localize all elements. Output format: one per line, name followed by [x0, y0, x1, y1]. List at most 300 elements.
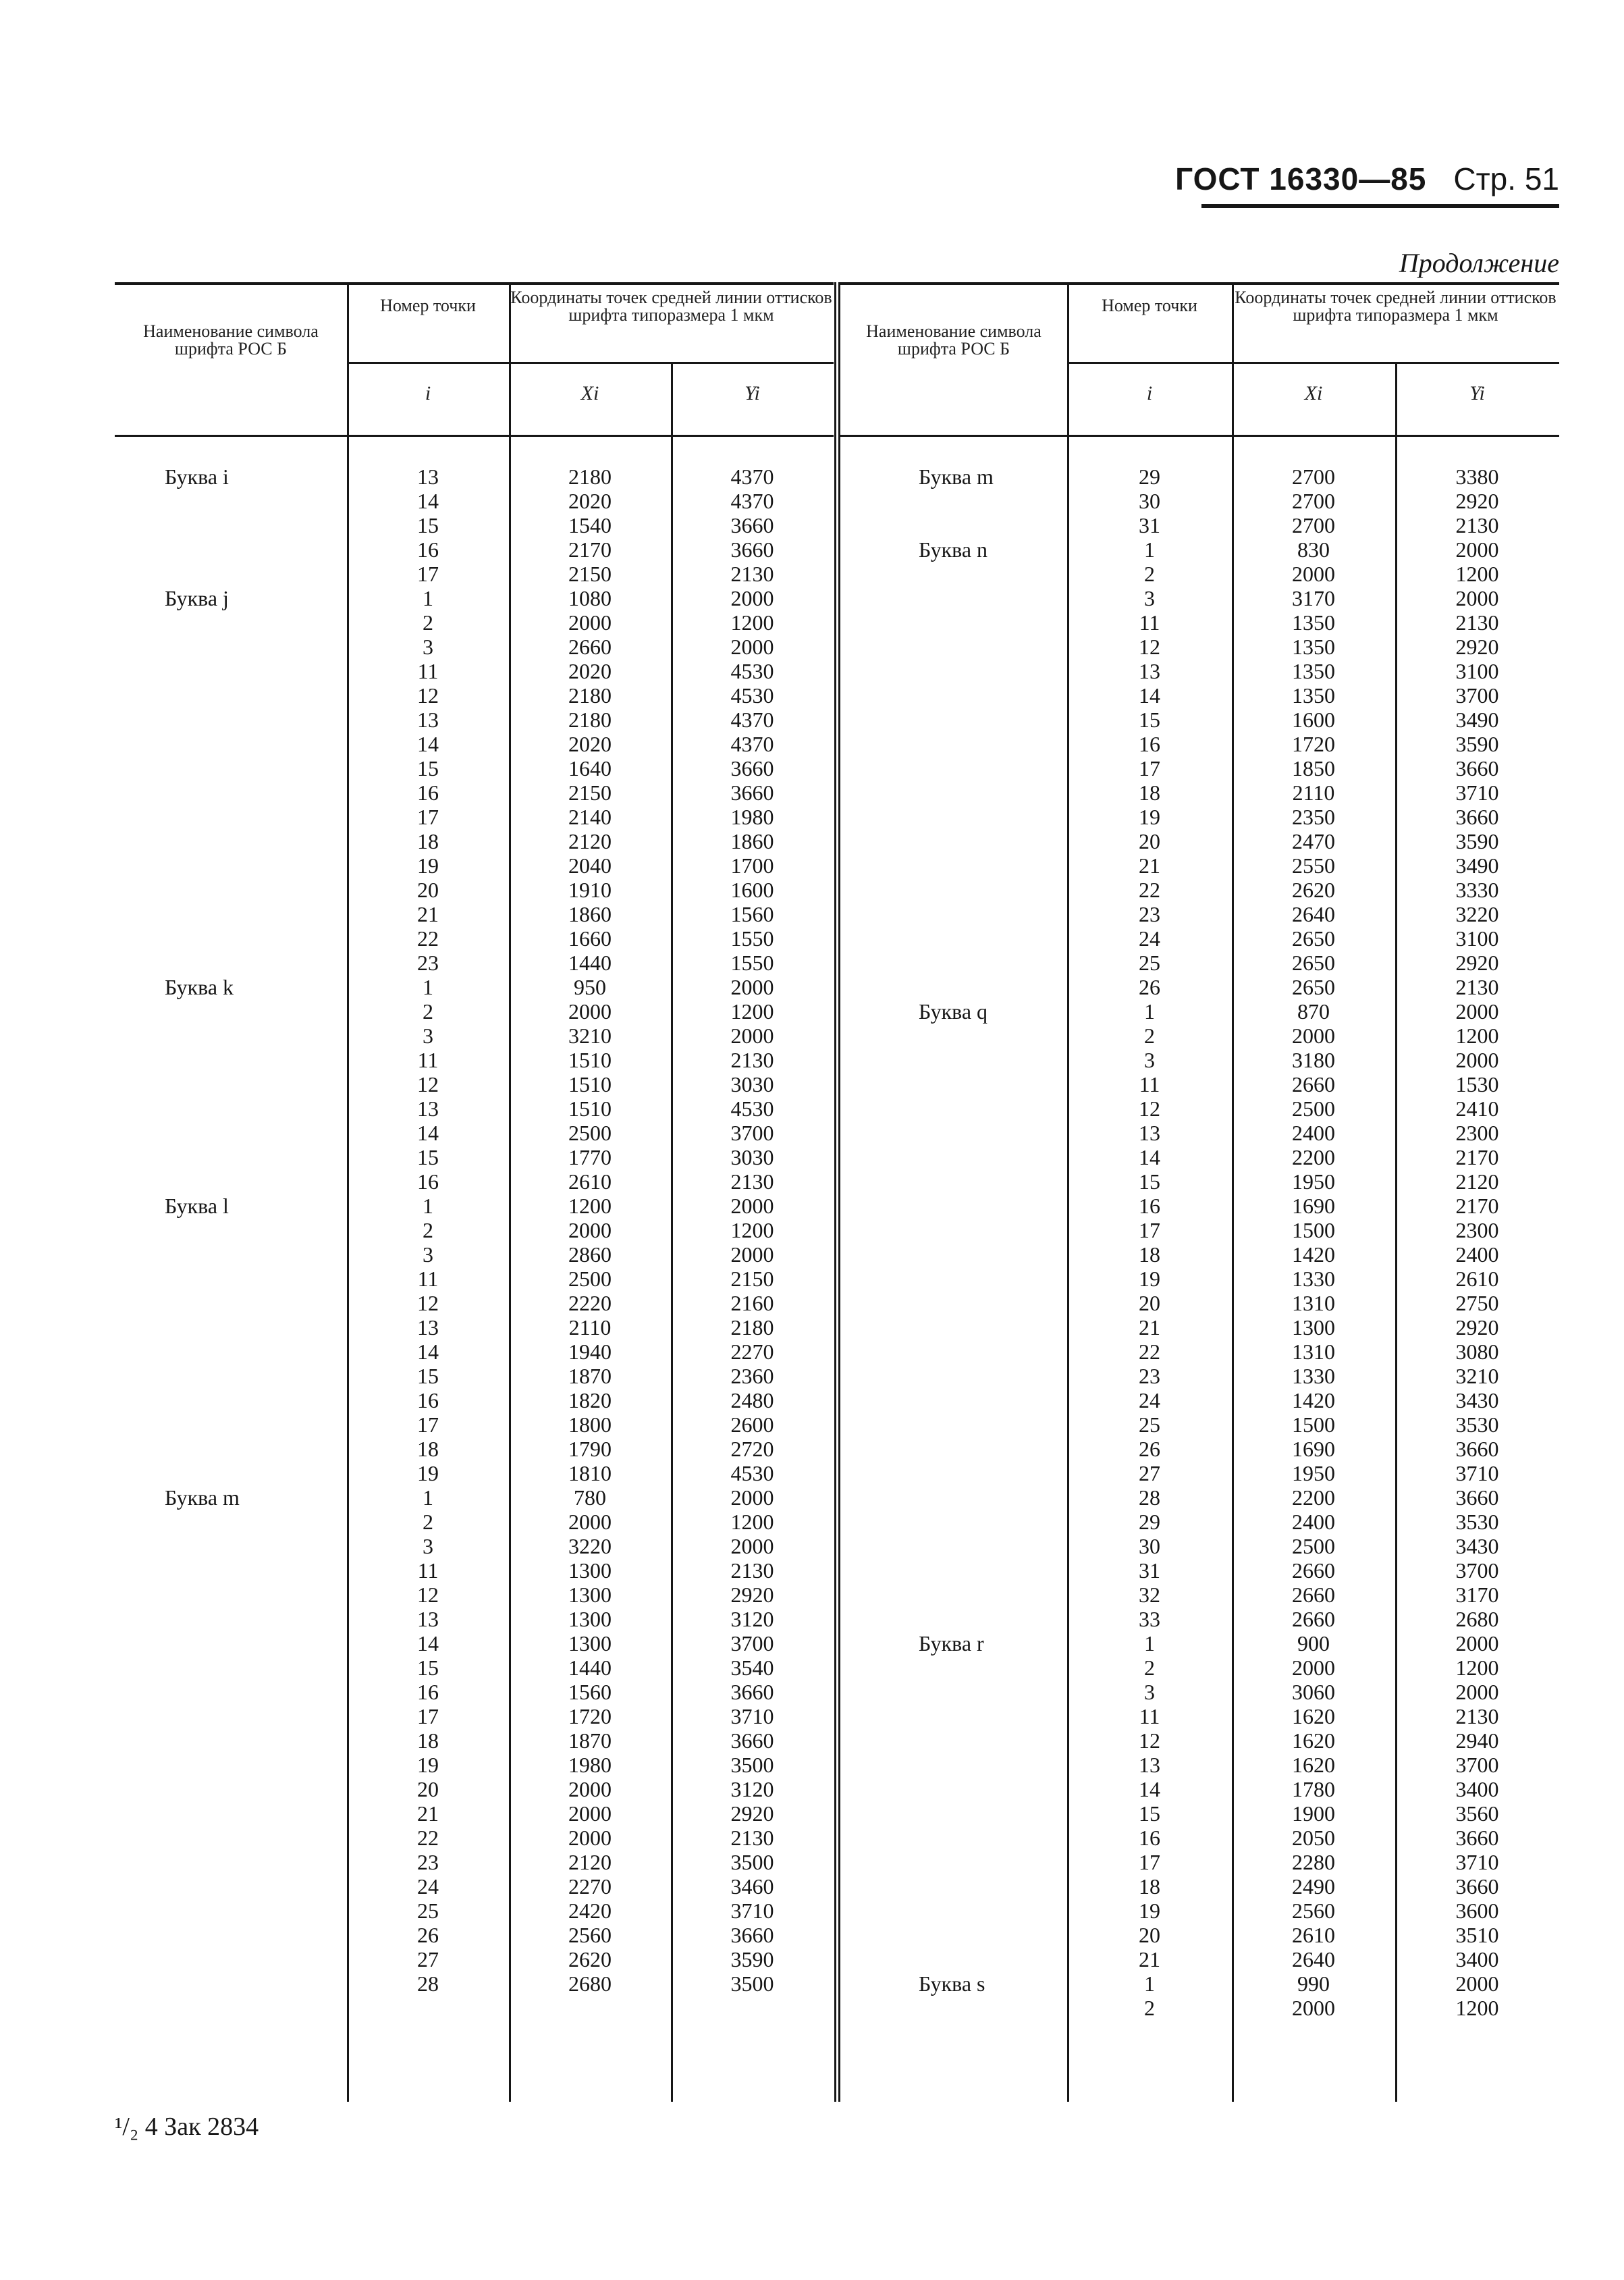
- page-header: [1175, 161, 1559, 197]
- y-coordinate-cell: 1200: [1455, 562, 1499, 586]
- table-row: [347, 465, 834, 489]
- x-coordinate-cell: 2660: [568, 635, 612, 659]
- table-row: [347, 1340, 834, 1364]
- x-coordinate-cell: 2180: [568, 708, 612, 732]
- y-coordinate-cell: 2000: [730, 1534, 774, 1558]
- y-coordinate-cell: 3380: [1455, 465, 1499, 489]
- point-number-cell: 1: [423, 975, 433, 999]
- table-row: [347, 1947, 834, 1971]
- x-coordinate-cell: 1800: [568, 1412, 612, 1437]
- symbol-name-spacer: [165, 1753, 347, 1777]
- x-coordinate-cell: 1440: [568, 1655, 612, 1680]
- table-row: [1067, 829, 1559, 853]
- point-number-cell: 17: [417, 805, 439, 829]
- table-row: [1067, 1218, 1559, 1242]
- y-coordinate-cell: 3660: [730, 1728, 774, 1753]
- symbol-name-spacer: [165, 1340, 347, 1364]
- point-number-cell: 16: [417, 1680, 439, 1704]
- symbol-name-spacer: [919, 708, 1067, 732]
- point-number-cell: 3: [423, 1024, 433, 1048]
- x-coordinate-cell: 2180: [568, 465, 612, 489]
- table-row: [1067, 683, 1559, 708]
- y-coordinate-cell: 2180: [730, 1315, 774, 1340]
- y-coordinate-cell: 2270: [730, 1340, 774, 1364]
- symbol-name-spacer: [165, 1315, 347, 1340]
- symbol-name-spacer: [165, 1655, 347, 1680]
- y-coordinate-cell: 1200: [1455, 1996, 1499, 2020]
- symbol-name: Буква l: [165, 1194, 229, 1218]
- symbol-name-spacer: [165, 1267, 347, 1291]
- y-coordinate-cell: 3660: [1455, 1437, 1499, 1461]
- y-coordinate-cell: 2130: [730, 1558, 774, 1583]
- table-row: [347, 1461, 834, 1485]
- y-coordinate-cell: 1700: [730, 853, 774, 878]
- symbol-name-spacer: [919, 805, 1067, 829]
- x-coordinate-cell: 870: [1297, 999, 1330, 1024]
- y-coordinate-cell: 3660: [1455, 1874, 1499, 1899]
- y-coordinate-cell: 2000: [1455, 1680, 1499, 1704]
- symbol-name-spacer: [919, 1096, 1067, 1121]
- symbol-name-spacer: [919, 756, 1067, 780]
- table-row: [347, 1048, 834, 1072]
- table-row: [347, 756, 834, 780]
- table-row: [1067, 1777, 1559, 1801]
- y-coordinate-cell: 2130: [730, 1048, 774, 1072]
- point-number-cell: 20: [1139, 829, 1160, 853]
- y-coordinate-cell: 3170: [1455, 1583, 1499, 1607]
- x-coordinate-cell: 2000: [1292, 562, 1335, 586]
- x-coordinate-cell: 1540: [568, 513, 612, 537]
- table-row: [1067, 951, 1559, 975]
- x-coordinate-cell: 2640: [1292, 902, 1335, 926]
- symbol-name-spacer: [165, 659, 347, 683]
- point-number-cell: 24: [1139, 1388, 1160, 1412]
- table-row: [1067, 1899, 1559, 1923]
- symbol-name-spacer: [919, 1072, 1067, 1096]
- x-coordinate-cell: 1770: [568, 1145, 612, 1169]
- y-coordinate-cell: 2360: [730, 1364, 774, 1388]
- x-coordinate-cell: 2200: [1292, 1145, 1335, 1169]
- y-coordinate-cell: 3100: [1455, 659, 1499, 683]
- table-row: [1067, 1437, 1559, 1461]
- symbol-name: Буква i: [165, 465, 229, 489]
- x-coordinate-cell: 2660: [1292, 1607, 1335, 1631]
- y-coordinate-cell: 4530: [730, 683, 774, 708]
- symbol-name-spacer: [919, 513, 1067, 537]
- y-coordinate-cell: 1200: [1455, 1655, 1499, 1680]
- table-row: [347, 1680, 834, 1704]
- table-row: [347, 878, 834, 902]
- table-row: [1067, 780, 1559, 805]
- point-number-cell: 16: [1139, 1826, 1160, 1850]
- symbol-name-spacer: [919, 562, 1067, 586]
- symbol-name-spacer: [919, 902, 1067, 926]
- y-coordinate-cell: 3220: [1455, 902, 1499, 926]
- symbol-name-spacer: [165, 1024, 347, 1048]
- symbol-name-spacer: [165, 1437, 347, 1461]
- symbol-name-spacer: [165, 1096, 347, 1121]
- point-number-cell: 23: [417, 951, 439, 975]
- table-row: [1067, 756, 1559, 780]
- point-number-cell: 11: [1139, 1072, 1160, 1096]
- x-coordinate-cell: 2150: [568, 562, 612, 586]
- table-row: [347, 1753, 834, 1777]
- point-number-cell: 16: [1139, 732, 1160, 756]
- x-coordinate-cell: 2400: [1292, 1510, 1335, 1534]
- table-row: [347, 1485, 834, 1510]
- y-coordinate-cell: 3400: [1455, 1777, 1499, 1801]
- table-row: [1067, 1704, 1559, 1728]
- symbol-name: Буква j: [165, 586, 229, 610]
- print-order-note: ¹/₂ 4 Зак 2834: [115, 2113, 259, 2141]
- point-number-cell: 13: [417, 1607, 439, 1631]
- symbol-name-spacer: [165, 951, 347, 975]
- table-row: [347, 1437, 834, 1461]
- point-number-cell: 12: [417, 1583, 439, 1607]
- x-coordinate-cell: 1620: [1292, 1728, 1335, 1753]
- table-row: [347, 683, 834, 708]
- symbol-name-spacer: [165, 513, 347, 537]
- point-number-cell: 25: [417, 1899, 439, 1923]
- point-number-cell: 19: [417, 1753, 439, 1777]
- table-row: [347, 1291, 834, 1315]
- x-coordinate-cell: 1350: [1292, 683, 1335, 708]
- x-coordinate-cell: 1330: [1292, 1267, 1335, 1291]
- table-row: [347, 853, 834, 878]
- symbol-name-spacer: [165, 562, 347, 586]
- x-coordinate-cell: 1080: [568, 586, 612, 610]
- point-number-cell: 1: [423, 1194, 433, 1218]
- y-coordinate-cell: 2000: [730, 586, 774, 610]
- symbol-name-spacer: [165, 635, 347, 659]
- symbol-name-spacer: [919, 1850, 1067, 1874]
- symbol-name-spacer: [165, 853, 347, 878]
- table-row: [347, 902, 834, 926]
- table-row: [347, 537, 834, 562]
- y-coordinate-cell: 1200: [730, 1510, 774, 1534]
- point-number-cell: 11: [417, 1048, 439, 1072]
- y-coordinate-cell: 2130: [730, 562, 774, 586]
- point-number-cell: 15: [417, 1364, 439, 1388]
- y-coordinate-cell: 2150: [730, 1267, 774, 1291]
- point-number-cell: 2: [423, 1218, 433, 1242]
- table-row: [1067, 1655, 1559, 1680]
- symbol-name-spacer: [165, 1801, 347, 1826]
- x-coordinate-cell: 2660: [1292, 1583, 1335, 1607]
- table-row: [1067, 1947, 1559, 1971]
- y-coordinate-cell: 3590: [730, 1947, 774, 1971]
- symbol-name-spacer: [919, 1340, 1067, 1364]
- point-number-cell: 19: [1139, 805, 1160, 829]
- table-row: [347, 1072, 834, 1096]
- y-coordinate-cell: 3660: [730, 756, 774, 780]
- point-number-cell: 12: [1139, 1728, 1160, 1753]
- header-subrule: [1232, 362, 1559, 364]
- y-coordinate-cell: 3660: [730, 1923, 774, 1947]
- y-coordinate-cell: 3210: [1455, 1364, 1499, 1388]
- table-row: [347, 1096, 834, 1121]
- point-number-cell: 13: [417, 465, 439, 489]
- table-row: [1067, 1874, 1559, 1899]
- point-number-cell: 12: [417, 1291, 439, 1315]
- coordinates-table: [115, 282, 1559, 2102]
- symbol-name-spacer: [165, 1826, 347, 1850]
- table-row: [347, 732, 834, 756]
- y-coordinate-cell: 2720: [730, 1437, 774, 1461]
- symbol-name-spacer: [165, 999, 347, 1024]
- table-row: [1067, 1096, 1559, 1121]
- point-number-cell: 21: [1139, 1315, 1160, 1340]
- y-coordinate-cell: 3120: [730, 1777, 774, 1801]
- y-coordinate-cell: 4370: [730, 732, 774, 756]
- point-number-cell: 19: [417, 853, 439, 878]
- point-number-cell: 27: [1139, 1461, 1160, 1485]
- x-coordinate-cell: 2170: [568, 537, 612, 562]
- y-coordinate-cell: 1200: [730, 999, 774, 1024]
- table-row: [1067, 1850, 1559, 1874]
- point-number-cell: 13: [1139, 1753, 1160, 1777]
- table-row: [347, 1267, 834, 1291]
- point-number-cell: 2: [423, 1510, 433, 1534]
- y-coordinate-cell: 3710: [1455, 780, 1499, 805]
- symbol-name-spacer: [919, 1534, 1067, 1558]
- point-number-cell: 13: [1139, 659, 1160, 683]
- standard-number: ГОСТ 16330—85: [1175, 161, 1427, 196]
- table-row: [1067, 635, 1559, 659]
- x-coordinate-cell: 2500: [568, 1267, 612, 1291]
- symbol-name-spacer: [919, 1364, 1067, 1388]
- point-number-cell: 2: [1144, 1655, 1155, 1680]
- symbol-name-spacer: [165, 1364, 347, 1388]
- symbol-name-spacer: [919, 683, 1067, 708]
- point-number-cell: 17: [417, 1412, 439, 1437]
- symbol-name-spacer: [919, 586, 1067, 610]
- table-row: [1067, 1169, 1559, 1194]
- x-coordinate-cell: 3170: [1292, 586, 1335, 610]
- point-number-cell: 26: [1139, 975, 1160, 999]
- symbol-name-spacer: [165, 1728, 347, 1753]
- table-row: [1067, 465, 1559, 489]
- symbol-name-spacer: [919, 1315, 1067, 1340]
- point-number-cell: 11: [1139, 610, 1160, 635]
- x-coordinate-cell: 2000: [568, 1510, 612, 1534]
- x-coordinate-cell: 2700: [1292, 489, 1335, 513]
- y-coordinate-cell: 2170: [1455, 1145, 1499, 1169]
- y-coordinate-cell: 1530: [1455, 1072, 1499, 1096]
- y-coordinate-cell: 2920: [730, 1583, 774, 1607]
- symbol-name-spacer: [919, 1048, 1067, 1072]
- symbol-name-spacer: [919, 1728, 1067, 1753]
- x-coordinate-cell: 900: [1297, 1631, 1330, 1655]
- symbol-name-spacer: [165, 1971, 347, 1996]
- symbol-name-spacer: [165, 1607, 347, 1631]
- point-number-cell: 12: [417, 683, 439, 708]
- y-coordinate-cell: 3700: [1455, 1753, 1499, 1777]
- y-coordinate-cell: 2920: [730, 1801, 774, 1826]
- table-row: [1067, 1194, 1559, 1218]
- x-coordinate-cell: 2180: [568, 683, 612, 708]
- y-coordinate-cell: 3710: [1455, 1461, 1499, 1485]
- point-number-cell: 22: [417, 926, 439, 951]
- symbol-name-spacer: [919, 926, 1067, 951]
- point-number-cell: 18: [417, 1437, 439, 1461]
- y-coordinate-cell: 3030: [730, 1072, 774, 1096]
- y-coordinate-cell: 3660: [730, 780, 774, 805]
- symbol-name-spacer: [165, 732, 347, 756]
- x-coordinate-cell: 2000: [568, 1801, 612, 1826]
- point-number-cell: 15: [1139, 1169, 1160, 1194]
- y-coordinate-cell: 2130: [1455, 975, 1499, 999]
- table-row: [1067, 1291, 1559, 1315]
- symbol-name-spacer: [919, 975, 1067, 999]
- symbol-name-spacer: [919, 1412, 1067, 1437]
- x-coordinate-cell: 1310: [1292, 1340, 1335, 1364]
- x-coordinate-cell: 1500: [1292, 1412, 1335, 1437]
- x-coordinate-cell: 2650: [1292, 951, 1335, 975]
- x-coordinate-cell: 1940: [568, 1340, 612, 1364]
- symbol-name-spacer: [165, 1558, 347, 1583]
- symbol-name-spacer: [165, 1631, 347, 1655]
- x-coordinate-cell: 2020: [568, 732, 612, 756]
- symbol-name-spacer: [919, 1801, 1067, 1826]
- y-coordinate-cell: 3500: [730, 1753, 774, 1777]
- symbol-name-spacer: [165, 1218, 347, 1242]
- point-number-cell: 30: [1139, 489, 1160, 513]
- x-coordinate-cell: 2140: [568, 805, 612, 829]
- y-coordinate-cell: 3590: [1455, 829, 1499, 853]
- x-coordinate-cell: 1790: [568, 1437, 612, 1461]
- y-coordinate-cell: 3490: [1455, 853, 1499, 878]
- table-row: [1067, 926, 1559, 951]
- symbol-name-spacer: [165, 1388, 347, 1412]
- table-row: [1067, 610, 1559, 635]
- y-coordinate-cell: 2300: [1455, 1218, 1499, 1242]
- y-coordinate-cell: 3560: [1455, 1801, 1499, 1826]
- symbol-name-spacer: [919, 1461, 1067, 1485]
- x-coordinate-cell: 1900: [1292, 1801, 1335, 1826]
- y-coordinate-cell: 2940: [1455, 1728, 1499, 1753]
- table-row: [1067, 975, 1559, 999]
- table-row: [347, 1412, 834, 1437]
- point-number-cell: 20: [1139, 1291, 1160, 1315]
- point-number-cell: 1: [1144, 1631, 1155, 1655]
- table-left-half: [115, 282, 834, 2102]
- y-coordinate-cell: 3510: [1455, 1923, 1499, 1947]
- x-coordinate-cell: 1330: [1292, 1364, 1335, 1388]
- point-number-cell: 11: [417, 1558, 439, 1583]
- symbol-name-spacer: [919, 1826, 1067, 1850]
- x-coordinate-cell: 1860: [568, 902, 612, 926]
- point-number-cell: 1: [423, 586, 433, 610]
- x-coordinate-cell: 2000: [568, 999, 612, 1024]
- x-coordinate-cell: 2560: [1292, 1899, 1335, 1923]
- point-number-cell: 31: [1139, 513, 1160, 537]
- x-coordinate-cell: 1660: [568, 926, 612, 951]
- point-number-cell: 15: [417, 513, 439, 537]
- x-coordinate-cell: 3210: [568, 1024, 612, 1048]
- table-row: [347, 708, 834, 732]
- point-number-cell: 15: [417, 1655, 439, 1680]
- symbol-name-spacer: [165, 1291, 347, 1315]
- point-number-cell: 2: [423, 610, 433, 635]
- point-number-cell: 29: [1139, 465, 1160, 489]
- symbol-name-spacer: [919, 610, 1067, 635]
- table-row: [1067, 732, 1559, 756]
- page-number: Стр. 51: [1453, 161, 1559, 196]
- x-coordinate-cell: 1560: [568, 1680, 612, 1704]
- table-row: [1067, 562, 1559, 586]
- point-number-cell: 1: [423, 1485, 433, 1510]
- y-coordinate-cell: 3660: [1455, 805, 1499, 829]
- symbol-name: Буква s: [919, 1971, 985, 1996]
- symbol-name-spacer: [919, 878, 1067, 902]
- symbol-name-column: [919, 465, 1067, 2020]
- table-right-half: [840, 282, 1559, 2102]
- y-coordinate-cell: 1200: [1455, 1024, 1499, 1048]
- y-coordinate-cell: 2170: [1455, 1194, 1499, 1218]
- table-row: [347, 489, 834, 513]
- header-x: Xi: [1304, 382, 1323, 404]
- point-number-cell: 29: [1139, 1510, 1160, 1534]
- symbol-name-spacer: [919, 1704, 1067, 1728]
- table-row: [1067, 1971, 1559, 1996]
- symbol-name-spacer: [919, 1874, 1067, 1899]
- symbol-name-spacer: [919, 1218, 1067, 1242]
- y-coordinate-cell: 3330: [1455, 878, 1499, 902]
- y-coordinate-cell: 2130: [1455, 1704, 1499, 1728]
- table-row: [347, 1534, 834, 1558]
- point-number-cell: 28: [417, 1971, 439, 1996]
- table-row: [347, 1558, 834, 1583]
- point-number-cell: 32: [1139, 1583, 1160, 1607]
- x-coordinate-cell: 1620: [1292, 1704, 1335, 1728]
- symbol-name-spacer: [919, 1267, 1067, 1291]
- x-coordinate-cell: 1440: [568, 951, 612, 975]
- y-coordinate-cell: 2000: [1455, 1631, 1499, 1655]
- point-number-cell: 2: [423, 999, 433, 1024]
- table-row: [347, 1121, 834, 1145]
- table-row: [1067, 1242, 1559, 1267]
- y-coordinate-cell: 1560: [730, 902, 774, 926]
- y-coordinate-cell: 4530: [730, 1461, 774, 1485]
- header-subrule: [1067, 362, 1232, 364]
- symbol-name-spacer: [919, 732, 1067, 756]
- point-number-cell: 15: [1139, 708, 1160, 732]
- table-row: [1067, 853, 1559, 878]
- table-row: [347, 1704, 834, 1728]
- point-number-cell: 11: [1139, 1704, 1160, 1728]
- y-coordinate-cell: 1860: [730, 829, 774, 853]
- table-row: [1067, 659, 1559, 683]
- point-number-cell: 14: [1139, 1777, 1160, 1801]
- y-coordinate-cell: 2000: [1455, 537, 1499, 562]
- point-number-cell: 20: [417, 1777, 439, 1801]
- table-row: [347, 1971, 834, 1996]
- table-row: [347, 1169, 834, 1194]
- symbol-name-spacer: [919, 659, 1067, 683]
- y-coordinate-cell: 3660: [730, 537, 774, 562]
- x-coordinate-cell: 2660: [1292, 1558, 1335, 1583]
- x-coordinate-cell: 1310: [1292, 1291, 1335, 1315]
- x-coordinate-cell: 2000: [1292, 1996, 1335, 2020]
- table-row: [1067, 1607, 1559, 1631]
- point-number-cell: 21: [417, 902, 439, 926]
- table-row: [1067, 1534, 1559, 1558]
- point-number-cell: 23: [1139, 902, 1160, 926]
- point-number-cell: 14: [417, 732, 439, 756]
- y-coordinate-cell: 2160: [730, 1291, 774, 1315]
- symbol-name-column: [165, 465, 347, 1996]
